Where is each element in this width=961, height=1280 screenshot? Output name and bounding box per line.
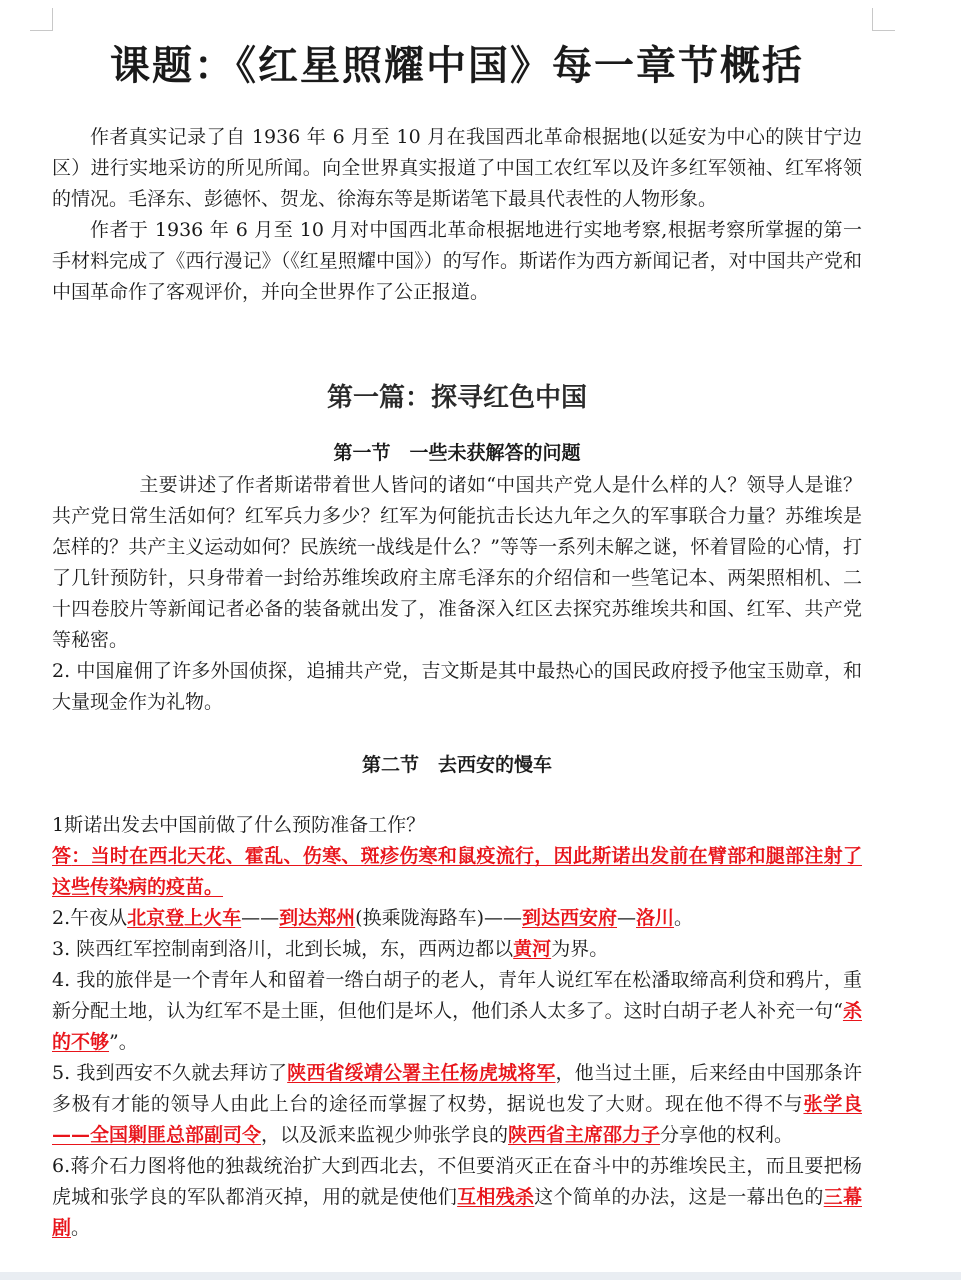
- document-title: 课题：《红星照耀中国》每一章节概括: [110, 42, 804, 89]
- item-6: [52, 1151, 862, 1244]
- item-5-text: 分享他的权利。: [660, 1124, 794, 1146]
- item-4-highlight: 杀的不够: [52, 1000, 862, 1053]
- item-5-highlight-3: 陕西省主席邵力子: [508, 1124, 661, 1146]
- document-page: [52, 0, 862, 1244]
- item-2-highlight-3: 到达西安府: [522, 907, 618, 929]
- item-2-highlight-4: 洛川: [636, 907, 675, 929]
- bottom-scroll-strip: [0, 1272, 961, 1280]
- item-5-text: ，以及派来监视少帅张学良的: [261, 1124, 509, 1146]
- item-3-text: 为界。: [551, 938, 609, 960]
- intro-paragraph-1: 作者真实记录了自 1936 年 6 月至 10 月在我国西北革命根据地(以延安为中心的陕甘宁边区）进行实地采访的所见所闻。向全世界真实报道了中国工农红军以及许多红军领袖、红军将领的情况。毛泽东、彭德怀、贺龙、徐海东等是斯诺笔下最具代表性的人物形象。: [52, 126, 862, 210]
- item-2-text: ——: [241, 907, 280, 929]
- item-6-text: 。: [71, 1217, 91, 1239]
- page-corner-mark-left: [30, 8, 53, 31]
- answer-1: [52, 841, 862, 903]
- intro-paragraph-2: 作者于 1936 年 6 月至 10 月对中国西北革命根据地进行实地考察,根据考察所掌握的第一手材料完成了《西行漫记》（《红星照耀中国》）的写作。斯诺作为西方新闻记者，对中国共产党和中国革命作了客观评价，并向全世界作了公正报道。: [52, 219, 862, 303]
- item-2-highlight-2: 到达郑州: [279, 907, 356, 929]
- item-2: [52, 903, 862, 934]
- section-1-item-2: 2. 中国雇佣了许多外国侦探，追捕共产党，吉文斯是其中最热心的国民政府授予他宝玉勋章，和大量现金作为礼物。: [52, 660, 862, 713]
- item-3-highlight: 黄河: [513, 938, 552, 960]
- item-5-text: ，他当过土匪，后来经由中国那条许多极有才能的领导人由此上台的途径而掌握了权势，据说也发了大财。现在他不得不与: [52, 1062, 862, 1115]
- section-1-heading: 第一节 一些未获解答的问题: [333, 442, 581, 464]
- section-2-heading: 第二节 去西安的慢车: [361, 754, 552, 776]
- answer-prefix: 答: [52, 845, 72, 867]
- item-5: [52, 1058, 862, 1151]
- section-1-paragraph: 主要讲述了作者斯诺带着世人皆问的诸如“中国共产党人是什么样的人？领导人是谁？共产党日常生活如何？红军兵力多少？红军为何能抗击长达九年之久的军事联合力量？苏维埃是怎样的？共产主义运动如何？民族统一战线是什么？”等等一系列未解之谜，怀着冒险的心情，打了几针预防针，只身带着一封给苏维埃政府主席毛泽东的介绍信和一些笔记本、两架照相机、二十四卷胶片等新闻记者必备的装备就出发了，准备深入红区去探究苏维埃共和国、红军、共产党等秘密。: [52, 474, 862, 651]
- item-2-text: 2.午夜从: [52, 907, 128, 929]
- item-6-text: 这个简单的办法，这是一幕出色的: [534, 1186, 824, 1208]
- item-2-highlight-1: 北京登上火车: [127, 907, 242, 929]
- item-6-highlight-2: 三幕剧: [52, 1186, 862, 1239]
- page-corner-mark-right: [872, 8, 895, 31]
- item-3-text: 3. 陕西红军控制南到洛川，北到长城，东，西两边都以: [52, 938, 514, 960]
- section-2-content: [52, 810, 862, 1244]
- item-2-text: (换乘陇海路车)——: [355, 907, 522, 929]
- question-1: 1斯诺出发去中国前做了什么预防准备工作？: [52, 814, 426, 836]
- item-3: [52, 934, 862, 965]
- item-6-highlight-1: 互相残杀: [457, 1186, 535, 1208]
- item-5-text: 5. 我到西安不久就去拜访了: [52, 1062, 288, 1084]
- item-6-text: 6.蒋介石力图将他的独裁统治扩大到西北去，不但要消灭正在奋斗中的苏维埃民主，而且要把杨虎城和张学良的军队都消灭掉，用的就是使他们: [52, 1155, 862, 1208]
- intro-section: [52, 122, 862, 308]
- item-5-highlight-1: 陕西省绥靖公署主任杨虎城将军: [287, 1062, 556, 1084]
- item-2-text: 。: [674, 907, 694, 929]
- answer-highlight: ：当时在西北天花、霍乱、伤寒、斑疹伤寒和鼠疫流行，因此斯诺出发前在臂部和腿部注射了这些传染病的疫苗。: [52, 845, 862, 898]
- item-4-text: ”。: [109, 1031, 138, 1053]
- item-4: [52, 965, 862, 1058]
- part-1-heading: 第一篇：探寻红色中国: [326, 383, 587, 413]
- item-5-highlight-2: 张学良——全国剿匪总部副司令: [52, 1093, 862, 1146]
- item-2-text: —: [617, 907, 637, 929]
- item-4-text: 4. 我的旅伴是一个青年人和留着一绺白胡子的老人，青年人说红军在松潘取缔高利贷和鸦片，重新分配土地，认为红军不是土匪，但他们是坏人，他们杀人太多了。这时白胡子老人补充一句“: [52, 969, 862, 1022]
